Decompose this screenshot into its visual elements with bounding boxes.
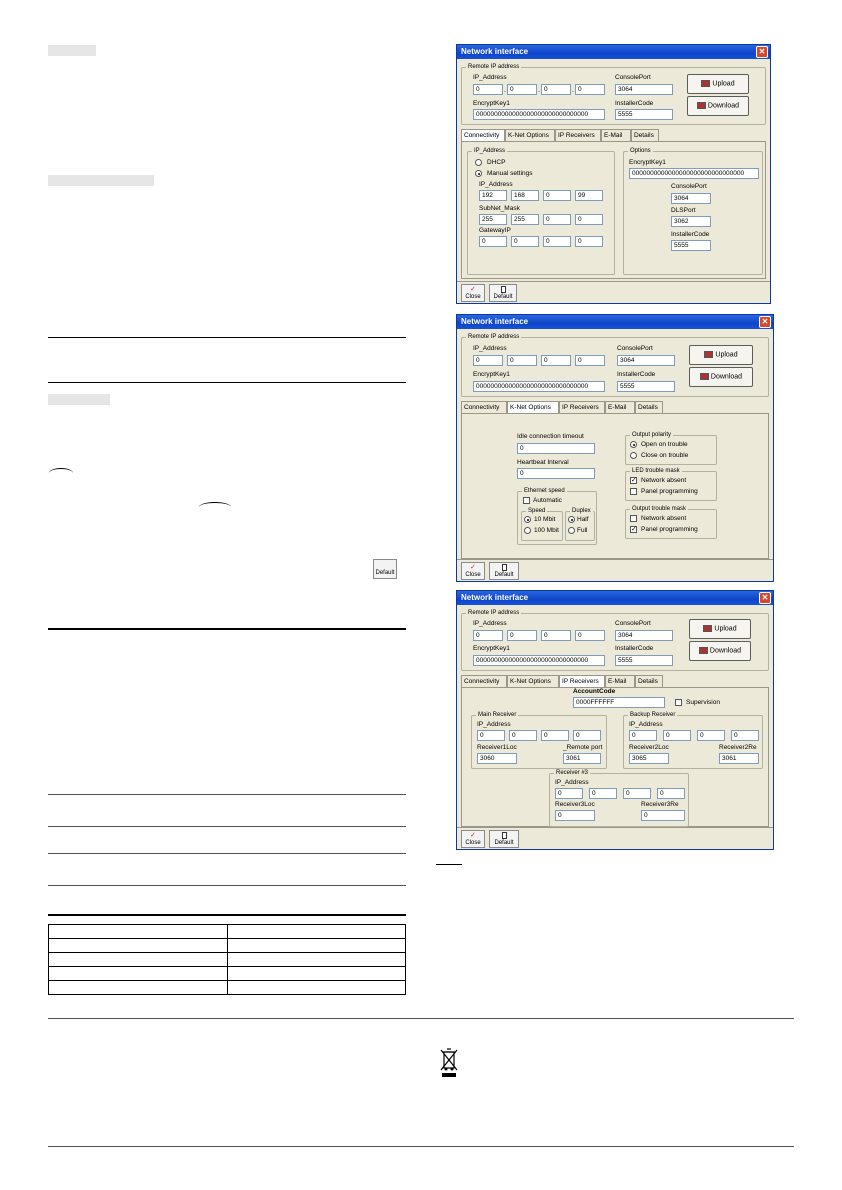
ip-octet-1[interactable]: 0	[473, 355, 503, 366]
output-trouble-mask-group	[625, 506, 717, 539]
idle-timeout-label: Idle connection timeout	[517, 433, 584, 440]
supervision-checkbox[interactable]	[675, 699, 682, 706]
r3-ip-octet-2[interactable]: 0	[589, 788, 617, 799]
bottom-toolbar	[457, 827, 773, 849]
divider	[48, 337, 406, 338]
ip-octet-2[interactable]: 0	[507, 630, 537, 641]
manual-settings-radio[interactable]	[475, 170, 482, 177]
divider	[48, 885, 406, 886]
group-title: Receiver #3	[556, 770, 589, 776]
upload-label: Upload	[712, 80, 735, 88]
account-code-label: AccountCode	[573, 688, 616, 695]
ip-address-label: IP_Address	[473, 74, 507, 81]
tab-connectivity[interactable]: Connectivity	[461, 675, 507, 687]
installer-code-label: InstallerCode	[615, 645, 654, 652]
table-row	[49, 981, 406, 995]
out-panel-programming-checkbox[interactable]: ✓	[631, 526, 637, 533]
download-button[interactable]	[687, 96, 749, 116]
dot-separator: .	[538, 87, 540, 94]
upload-label: Upload	[714, 625, 737, 633]
download-label: Download	[709, 647, 742, 655]
backup-ip-octet-3[interactable]: 0	[697, 730, 725, 741]
ip-octet-2[interactable]: 0	[507, 355, 537, 366]
window-close-icon[interactable]: ✕	[756, 46, 768, 58]
gw-octet-1[interactable]: 0	[479, 236, 507, 247]
group-title: Output trouble mask	[632, 506, 687, 512]
close-button[interactable]	[461, 562, 485, 580]
receiver3-loc-field[interactable]: 0	[555, 810, 595, 821]
group-title: Ethernet speed	[524, 488, 565, 494]
out-network-absent-label: Network absent	[641, 515, 687, 522]
ip-octet-1[interactable]: 192	[479, 190, 507, 201]
window-title: Network interface	[457, 315, 773, 329]
automatic-checkbox[interactable]	[523, 497, 530, 504]
receiver3-loc-label: Receiver3Loc	[555, 801, 595, 808]
tab-connectivity[interactable]: Connectivity	[461, 129, 505, 142]
close-icon: ✓	[470, 832, 476, 839]
speed-100-radio[interactable]	[524, 527, 531, 534]
divider	[48, 794, 406, 795]
gw-octet-2[interactable]: 0	[511, 236, 539, 247]
footer-rule	[48, 1018, 794, 1019]
group-title: Remote IP address	[468, 334, 520, 340]
tab-email[interactable]: E-Mail	[601, 129, 631, 141]
upload-button[interactable]	[689, 345, 753, 365]
ip-octet-2[interactable]: 0	[507, 84, 537, 95]
window-title: Network interface	[457, 45, 770, 59]
receiver3-re-label: Receiver3Re	[641, 801, 679, 808]
default-icon	[502, 564, 507, 571]
full-radio[interactable]	[568, 527, 575, 534]
arc-mark	[49, 468, 73, 478]
ip-octet-4[interactable]: 0	[575, 630, 605, 641]
group-title: Remote IP address	[468, 64, 520, 70]
close-icon: ✓	[470, 286, 476, 293]
output-polarity-group	[625, 432, 717, 465]
default-button-icon	[373, 559, 397, 579]
r3-ip-label: IP_Address	[555, 779, 589, 786]
ip-octet-3[interactable]: 0	[541, 355, 571, 366]
backup-ip-octet-4[interactable]: 0	[731, 730, 759, 741]
table-row	[49, 953, 406, 967]
tab-knet-options[interactable]: K-Net Options	[507, 401, 559, 414]
spec-table	[48, 924, 406, 995]
speed-10-radio[interactable]	[524, 516, 531, 523]
arc-mark	[199, 502, 231, 512]
group-title: Output polarity	[632, 432, 672, 438]
tab-ip-receivers[interactable]: IP Receivers	[555, 129, 601, 141]
installer-code-field[interactable]: 5555	[615, 655, 673, 666]
out-network-absent-checkbox[interactable]	[630, 515, 637, 522]
footer-rule	[48, 1146, 794, 1147]
console-port-label: ConsolePort	[615, 74, 651, 81]
tab-strip	[461, 129, 768, 141]
half-radio[interactable]	[568, 516, 575, 523]
group-title: Duplex	[572, 508, 591, 514]
receiver1-loc-field[interactable]: 3060	[477, 753, 517, 764]
close-label: Close	[465, 840, 481, 846]
main-ip-octet-2[interactable]: 0	[509, 730, 537, 741]
dot-separator: .	[504, 87, 506, 94]
led-network-absent-checkbox[interactable]: ✓	[631, 477, 637, 484]
upload-button[interactable]	[689, 619, 751, 639]
full-label: Full	[577, 527, 588, 534]
heading-bar-2	[48, 175, 154, 186]
default-button[interactable]	[489, 562, 519, 580]
heartbeat-label: Heartbeat Interval	[517, 459, 569, 466]
led-panel-programming-checkbox[interactable]	[630, 488, 637, 495]
divider	[48, 853, 406, 854]
console-port-field[interactable]: 3064	[617, 355, 675, 366]
download-icon	[700, 373, 709, 380]
installer-code-label: InstallerCode	[617, 371, 656, 378]
main-ip-octet-3[interactable]: 0	[541, 730, 569, 741]
close-label: Close	[465, 572, 481, 578]
dhcp-label: DHCP	[487, 159, 506, 166]
automatic-label: Automatic	[533, 497, 562, 504]
group-title: LED trouble mask	[632, 468, 680, 474]
encrypt-key-label: EncryptKey1	[473, 371, 510, 378]
tab-details[interactable]: Details	[635, 401, 663, 413]
gateway-ip-label: GatewayIP	[479, 227, 511, 234]
ip-octet-2[interactable]: 168	[511, 190, 539, 201]
main-ip-octet-1[interactable]: 0	[477, 730, 505, 741]
download-button[interactable]	[689, 367, 753, 387]
group-title: Main Receiver	[478, 712, 517, 718]
led-panel-programming-label: Panel programming	[641, 488, 698, 495]
installer-code-label: InstallerCode	[615, 100, 654, 107]
network-interface-window-connectivity	[456, 44, 771, 304]
main-ip-octet-4[interactable]: 0	[573, 730, 601, 741]
default-label: Default	[494, 840, 514, 846]
idle-timeout-field[interactable]: 0	[517, 443, 595, 454]
table-row	[49, 967, 406, 981]
supervision-label: Supervision	[686, 699, 720, 706]
default-button[interactable]	[489, 830, 519, 848]
receiver2-loc-label: Receiver2Loc	[629, 744, 669, 751]
tab-knet-options[interactable]: K-Net Options	[505, 129, 555, 141]
upload-icon	[701, 80, 710, 87]
backup-ip-octet-2[interactable]: 0	[663, 730, 691, 741]
console-port-label: ConsolePort	[671, 183, 707, 190]
installer-code-label: InstallerCode	[671, 231, 710, 238]
open-on-trouble-label: Open on trouble	[641, 441, 688, 448]
tab-email[interactable]: E-Mail	[605, 675, 635, 687]
tab-strip	[461, 401, 771, 413]
tab-ip-receivers[interactable]: IP Receivers	[559, 675, 605, 688]
download-icon	[699, 647, 708, 654]
upload-label: Upload	[715, 351, 738, 359]
section-rule	[48, 914, 406, 916]
ip-octet-1[interactable]: 0	[473, 84, 503, 95]
ip-octet-3[interactable]: 0	[543, 190, 571, 201]
group-title: Remote IP address	[468, 610, 520, 616]
group-title: IP_Address	[474, 148, 506, 154]
heading-bar-3	[48, 394, 110, 405]
backup-ip-label: IP_Address	[629, 721, 663, 728]
console-port-field[interactable]: 3064	[615, 630, 673, 641]
console-port-field[interactable]: 3064	[615, 84, 673, 95]
encrypt-key-label: EncryptKey1	[473, 645, 510, 652]
group-title: Options	[630, 148, 651, 154]
receiver2-re-label: Receiver2Re	[719, 744, 757, 751]
bottom-toolbar	[457, 559, 773, 581]
encrypt-key-label: EncryptKey1	[629, 159, 666, 166]
remote-port-label: _Remote port	[563, 744, 603, 751]
divider	[48, 382, 406, 383]
heading-bar-1	[48, 45, 96, 56]
mask-octet-2[interactable]: 255	[511, 214, 539, 225]
tab-details[interactable]: Details	[635, 675, 663, 687]
r3-ip-octet-3[interactable]: 0	[623, 788, 651, 799]
upload-icon	[703, 625, 712, 632]
console-port-label: ConsolePort	[615, 620, 651, 627]
download-label: Download	[707, 102, 740, 110]
section-rule	[48, 628, 406, 630]
console-port-label: ConsolePort	[617, 345, 653, 352]
default-label: Default	[493, 294, 513, 300]
window-title: Network interface	[457, 591, 773, 605]
network-interface-window-ip-receivers	[456, 590, 774, 850]
close-icon: ✓	[470, 564, 476, 571]
bottom-toolbar	[457, 281, 770, 303]
installer-code-field[interactable]: 5555	[615, 109, 673, 120]
receiver2-loc-field[interactable]: 3065	[629, 753, 669, 764]
installer-code-field[interactable]: 5555	[617, 381, 675, 392]
r3-ip-octet-1[interactable]: 0	[555, 788, 583, 799]
dhcp-radio[interactable]	[475, 159, 482, 166]
dls-port-field[interactable]: 3062	[671, 216, 711, 227]
tab-panel	[461, 413, 769, 559]
dls-port-label: DLSPort	[671, 207, 696, 214]
tab-strip	[461, 675, 771, 687]
speed-100-label: 100 Mbit	[534, 527, 559, 534]
ip-octet-4[interactable]: 0	[575, 84, 605, 95]
led-trouble-mask-group	[625, 468, 717, 501]
backup-ip-octet-1[interactable]: 0	[629, 730, 657, 741]
console-port-field[interactable]: 3064	[671, 193, 711, 204]
close-button[interactable]	[461, 284, 485, 302]
table-row	[49, 925, 406, 939]
close-on-trouble-radio[interactable]	[630, 452, 637, 459]
tab-connectivity[interactable]: Connectivity	[461, 401, 507, 413]
upload-icon	[704, 351, 713, 358]
default-icon	[501, 286, 506, 293]
gw-octet-3[interactable]: 0	[543, 236, 571, 247]
tab-email[interactable]: E-Mail	[605, 401, 635, 413]
ip-octet-4[interactable]: 99	[575, 190, 603, 201]
open-on-trouble-radio[interactable]	[630, 441, 637, 448]
ip-address-label: IP_Address	[479, 181, 513, 188]
ip-octet-4[interactable]: 0	[575, 355, 605, 366]
receiver1-loc-label: Receiver1Loc	[477, 744, 517, 751]
gw-octet-4[interactable]: 0	[575, 236, 603, 247]
download-label: Download	[710, 373, 743, 381]
weee-bin-icon	[440, 1048, 458, 1078]
half-label: Half	[577, 516, 589, 523]
default-icon	[502, 832, 507, 839]
receiver3-re-field[interactable]: 0	[641, 810, 685, 821]
group-title: Backup Receiver	[630, 712, 676, 718]
dot-separator: .	[572, 87, 574, 94]
remote-port-field[interactable]: 3061	[563, 753, 601, 764]
tab-knet-options[interactable]: K-Net Options	[507, 675, 559, 687]
r3-ip-octet-4[interactable]: 0	[657, 788, 685, 799]
encrypt-key-field[interactable]: 0000000000000000000000000000000	[473, 655, 605, 666]
tab-details[interactable]: Details	[631, 129, 659, 141]
close-label: Close	[465, 294, 481, 300]
encrypt-key-label: EncryptKey1	[473, 100, 510, 107]
close-on-trouble-label: Close on trouble	[641, 452, 689, 459]
divider	[48, 826, 406, 827]
ip-octet-3[interactable]: 0	[541, 630, 571, 641]
led-network-absent-label: Network absent	[641, 477, 687, 484]
mask-octet-3[interactable]: 0	[543, 214, 571, 225]
group-title: Speed	[528, 508, 546, 514]
ip-octet-1[interactable]: 0	[473, 630, 503, 641]
speed-10-label: 10 Mbit	[534, 516, 556, 523]
mask-octet-4[interactable]: 0	[575, 214, 603, 225]
default-label: Default	[494, 572, 514, 578]
encrypt-key-field[interactable]: 0000000000000000000000000000000	[473, 381, 605, 392]
out-panel-programming-label: Panel programming	[641, 526, 698, 533]
ip-octet-3[interactable]: 0	[541, 84, 571, 95]
default-button-label: Default	[375, 570, 395, 576]
ip-address-label: IP_Address	[473, 345, 507, 352]
mask-octet-1[interactable]: 255	[479, 214, 507, 225]
encrypt-key-field[interactable]: 0000000000000000000000000000000	[629, 168, 759, 179]
download-button[interactable]	[689, 641, 751, 661]
network-interface-window-knet	[456, 314, 774, 582]
default-button[interactable]	[489, 284, 517, 302]
ip-address-label: IP_Address	[473, 620, 507, 627]
manual-settings-label: Manual settings	[487, 170, 533, 177]
main-ip-label: IP_Address	[477, 721, 511, 728]
table-row	[49, 939, 406, 953]
installer-code-field[interactable]: 5555	[671, 240, 711, 251]
receiver2-re-field[interactable]: 3061	[719, 753, 759, 764]
download-icon	[697, 102, 706, 109]
heartbeat-field[interactable]: 0	[517, 468, 595, 479]
window-close-icon[interactable]: ✕	[759, 316, 771, 328]
caption-rule	[436, 864, 462, 865]
close-button[interactable]	[461, 830, 485, 848]
account-code-field[interactable]: 0000FFFFFF	[573, 697, 665, 708]
tab-ip-receivers[interactable]: IP Receivers	[559, 401, 605, 413]
subnet-mask-label: SubNet_Mask	[479, 205, 520, 212]
upload-button[interactable]	[687, 74, 749, 94]
encrypt-key-field[interactable]: 0000000000000000000000000000000	[473, 109, 605, 120]
window-close-icon[interactable]: ✕	[759, 592, 771, 604]
